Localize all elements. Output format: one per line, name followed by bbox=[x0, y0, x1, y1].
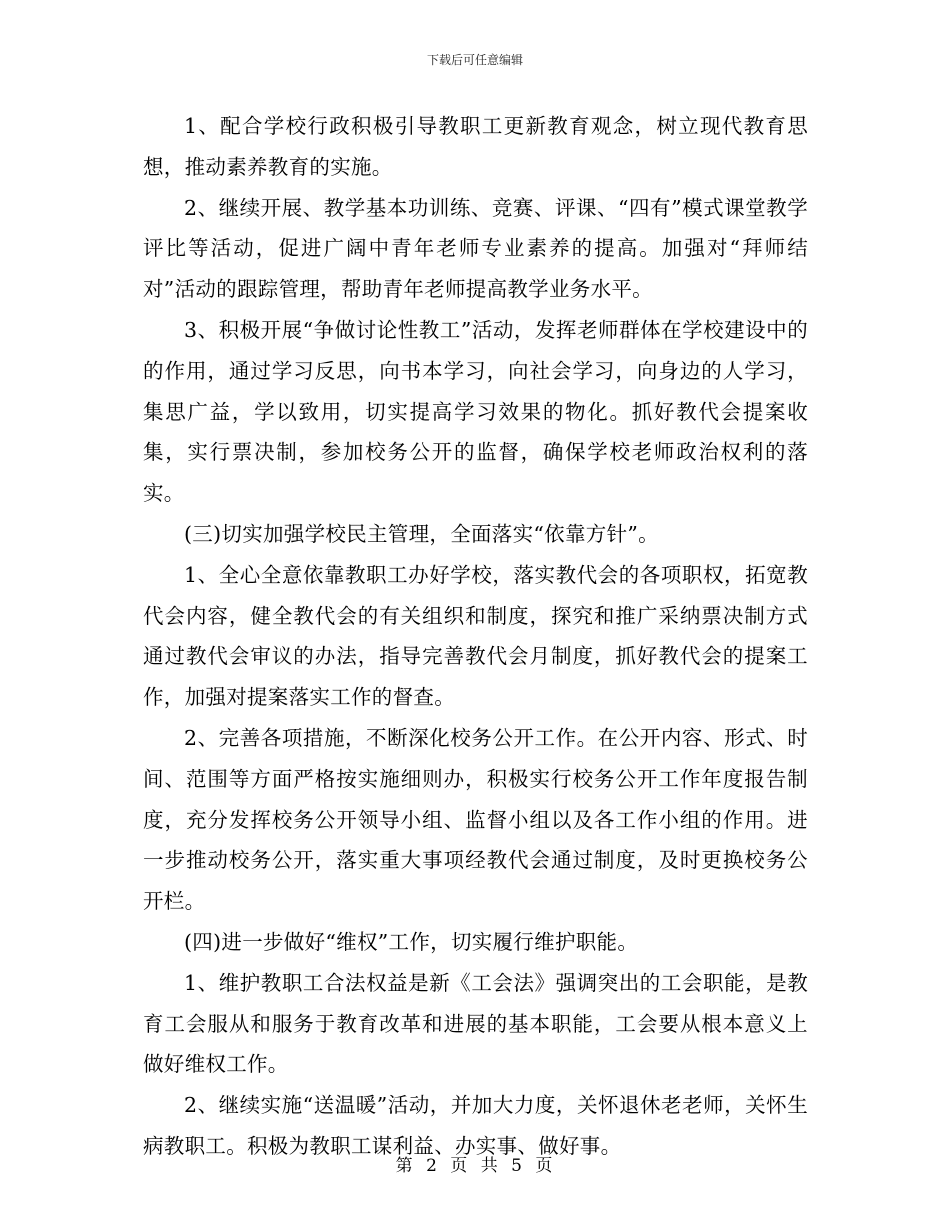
paragraph-item-2: 2、继续开展、教学基本功训练、竞赛、评课、“四有”模式课堂教学评比等活动，促进广阔中青年老师专业素养的提高。加强对“拜师结对”活动的跟踪管理，帮助青年老师提高教学业务水平。 bbox=[143, 195, 808, 302]
paragraph-item-1-section-3: 1、全心全意依靠教职工办好学校，落实教代会的各项职权，拓宽教代会内容，健全教代会的有关组织和制度，探究和推广采纳票决制方式通过教代会审议的办法，指导完善教代会月制度，抓好教代会的提案工作，加强对提案落实工作的督查。 bbox=[143, 562, 808, 710]
paragraph-item-1: 1、配合学校行政积极引导教职工更新教育观念，树立现代教育思想，推动素养教育的实施。 bbox=[143, 114, 808, 179]
document-body bbox=[143, 106, 808, 1167]
section-heading-4: (四)进一步做好“维权”工作，切实履行维护职能。 bbox=[184, 929, 639, 954]
paragraph-item-3: 3、积极开展“争做讨论性教工”活动，发挥老师群体在学校建设中的的作用，通过学习反思，向书本学习，向社会学习，向身边的人学习，集思广益，学以致用，切实提高学习效果的物化。抓好教代会提案收集，实行票决制，参加校务公开的监督，确保学校老师政治权利的落实。 bbox=[143, 317, 808, 506]
paragraph-item-2-section-4: 2、继续实施“送温暖”活动，并加大力度，关怀退休老老师，关怀生病教职工。积极为教职工谋利益、办实事、做好事。 bbox=[143, 1093, 808, 1158]
paragraph-item-1-section-4: 1、维护教职工合法权益是新《工会法》强调突出的工会职能，是教育工会服从和服务于教育改革和进展的基本职能，工会要从根本意义上做好维权工作。 bbox=[143, 970, 808, 1077]
page-number-footer: 第 2 页 共 5 页 bbox=[395, 1156, 555, 1176]
page-header: 下载后可任意编辑 bbox=[426, 53, 523, 67]
paragraph-item-2-section-3: 2、完善各项措施，不断深化校务公开工作。在公开内容、形式、时间、范围等方面严格按实施细则办，积极实行校务公开工作年度报告制度，充分发挥校务公开领导小组、监督小组以及各工作小组的作用。进一步推动校务公开，落实重大事项经教代会通过制度，及时更换校务公开栏。 bbox=[143, 725, 808, 914]
section-heading-3: (三)切实加强学校民主管理，全面落实“依靠方针”。 bbox=[184, 521, 659, 546]
